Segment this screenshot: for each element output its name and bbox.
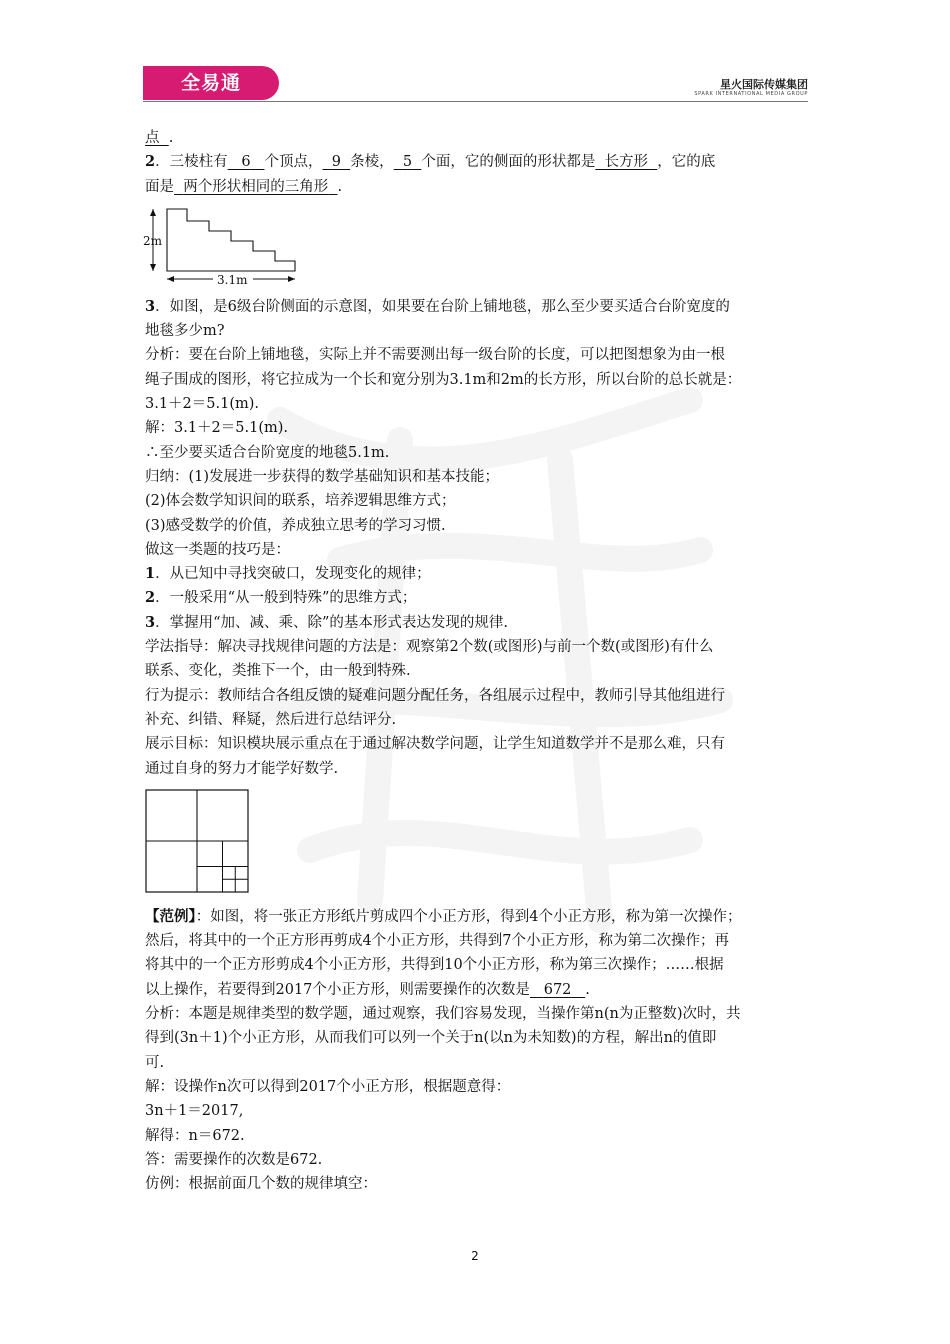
page-content: [145, 126, 810, 1196]
publisher-name-en: SPARK INTERNATIONAL MEDIA GROUP: [694, 91, 808, 97]
q2-line1: 2．三棱柱有 6 个顶点， 9 条棱， 5 个面，它的侧面的形状都是 长方形 ，它的底: [145, 153, 716, 171]
q3-conclusion: ∴至少要买适合台阶宽度的地毯5.1m.: [145, 444, 390, 461]
q3-line: 地毯多少m?: [145, 323, 225, 340]
q2-answer-base: 两个形状相同的三角形: [183, 178, 329, 195]
squares-figure: [145, 789, 251, 895]
tips-heading: 做这一类题的技巧是：: [145, 541, 290, 558]
q2-line2: 面是 两个形状相同的三角形 .: [145, 178, 343, 195]
solution-line: 解：设操作n次可以得到2017个小正方形，根据题意得：: [145, 1078, 511, 1095]
q1-answer: 点: [145, 130, 160, 146]
stairs-figure: [145, 205, 305, 291]
q3-line: 3．如图，是6级台阶侧面的示意图，如果要在台阶上铺地毯，那么至少要买适合台阶宽度的: [145, 297, 730, 315]
equation-line: 3n＋1＝2017,: [145, 1103, 244, 1120]
example-answer: 672: [543, 981, 572, 998]
q2-answer-faces: 5: [402, 154, 413, 171]
q3-analysis: 分析：要在台阶上铺地毯，实际上并不需要测出每一级台阶的长度，可以把图想象为由一根: [145, 347, 725, 364]
page-number: 2: [471, 1249, 479, 1263]
analysis-line: 分析：本题是规律类型的数学题，通过观察，我们容易发现，当操作第n(n为正整数)次时，共: [145, 1006, 741, 1023]
summary-line: 归纳：(1)发展进一步获得的数学基础知识和基本技能；: [145, 468, 500, 485]
q2-answer-edges: 9: [331, 154, 341, 171]
tip-item: 1．从已知中寻找突破口，发现变化的规律；: [145, 565, 431, 583]
q3-analysis: 3.1＋2＝5.1(m).: [145, 396, 260, 413]
note-line: 联系、变化，类推下一个，由一般到特殊.: [145, 663, 411, 680]
example-line: 以上操作，若要得到2017个小正方形，则需要操作的次数是 672 .: [145, 981, 590, 998]
example-line: 【范例】：如图，将一张正方形纸片剪成四个小正方形，得到4个小正方形，称为第一次操作；: [145, 907, 742, 925]
note-line: 补充、纠错、释疑，然后进行总结评分.: [145, 711, 397, 728]
q2-answer-vertices: 6: [241, 154, 251, 171]
imitation-line: 仿例：根据前面几个数的规律填空：: [145, 1176, 377, 1193]
summary-line: (3)感受数学的价值，养成独立思考的学习习惯.: [145, 517, 446, 534]
stairs-width-label: 3.1m: [217, 272, 248, 287]
header-divider: [143, 101, 808, 102]
tip-item: 3．掌握用“加、减、乘、除”的基本形式表达发现的规律.: [145, 613, 509, 631]
answer-line: 答：需要操作的次数是672.: [145, 1151, 323, 1168]
example-line: 然后，将其中的一个正方形再剪成4个小正方形，共得到7个小正方形，称为第二次操作；再: [145, 933, 729, 950]
analysis-line: 可.: [145, 1054, 165, 1071]
summary-line: (2)体会数学知识间的联系，培养逻辑思维方式；: [145, 493, 456, 510]
q2-number: 2: [145, 153, 156, 171]
analysis-line: 得到(3n＋1)个小正方形，从而我们可以列一个关于n(以n为未知数)的方程，解出n的值即: [145, 1030, 717, 1047]
stairs-height-label: 2m: [143, 233, 163, 248]
q1-tail: 点 .: [145, 130, 174, 146]
example-line: 将其中的一个正方形剪成4个小正方形，共得到10个小正方形，称为第三次操作；……根据: [145, 957, 724, 974]
note-line: 通过自身的努力才能学好数学.: [145, 760, 339, 777]
brand-logo: 全易通: [143, 66, 279, 100]
example-label: 【范例】: [145, 907, 196, 925]
publisher-name: 星火国际传媒集团: [720, 78, 808, 91]
q3-number: 3: [145, 297, 156, 315]
q3-solution: 解：3.1＋2＝5.1(m).: [145, 420, 289, 437]
note-line: 展示目标：知识模块展示重点在于通过解决数学问题，让学生知道数学并不是那么难，只有: [145, 736, 725, 753]
tip-item: 2．一般采用“从一般到特殊”的思维方式；: [145, 589, 417, 607]
page-header: [0, 0, 950, 110]
note-line: 学法指导：解决寻找规律问题的方法是：观察第2个数(或图形)与前一个数(或图形)有什么: [145, 639, 714, 656]
q2-answer-side-shape: 长方形: [604, 154, 649, 171]
equation-line: 解得：n＝672.: [145, 1127, 245, 1144]
note-line: 行为提示：教师结合各组反馈的疑难问题分配任务，各组展示过程中，教师引导其他组进行: [145, 687, 725, 704]
q3-analysis: 绳子围成的图形，将它拉成为一个长和宽分别为3.1m和2m的长方形，所以台阶的总长就是：: [145, 371, 742, 388]
